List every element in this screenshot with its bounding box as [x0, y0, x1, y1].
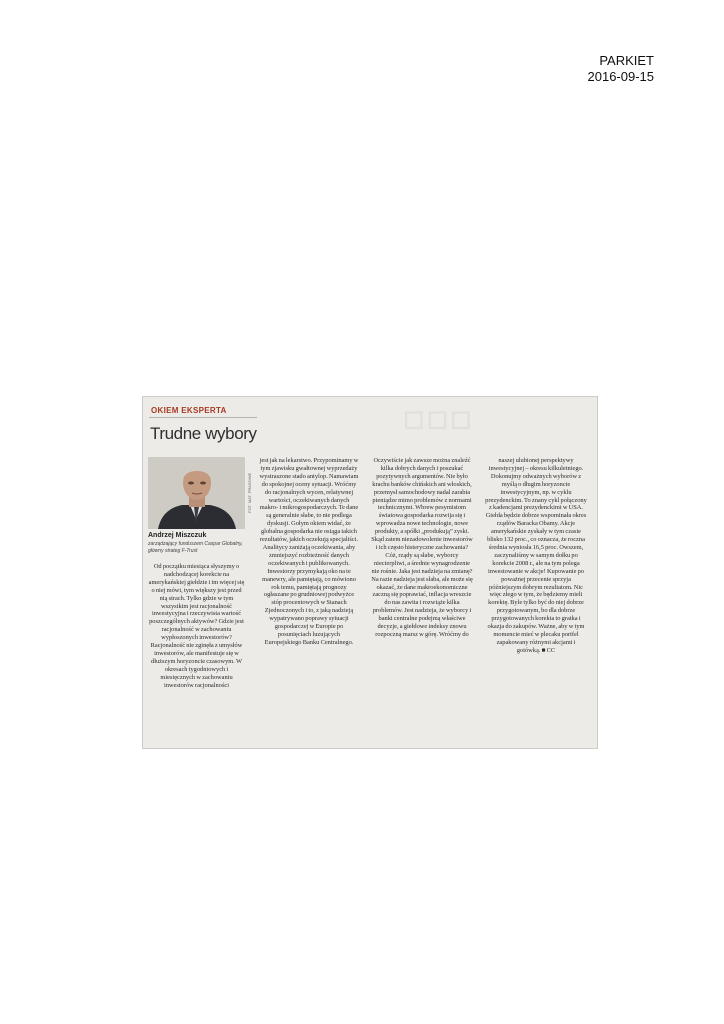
column-3-paragraph-2: Skąd zatem niezadowolenie inwestorów i ich często histeryczne zachowania? Cóż, rządy są słabe, wyborcy niecierpliwi, a średnie wynagrodzenie nie rośnie. Jaka jest nadzieja na zmianę? Na razie nadzieja jest słaba, ale może się okazać, że dane makroekonomiczne zaczną się poprawiać, inflacja wreszcie do nas zawita i rozwiąże kilka problemów. Jest nadzieja, że wyborcy i banki centralne podejmą właściwe decyzje, a giełdowe indeksy znowu rozpoczną marsz w górę. Wróćmy do [371, 536, 473, 638]
article-column-2 [259, 457, 359, 647]
kicker-divider [149, 417, 257, 418]
author-description: zarządzający funduszem Caspar Globalny, główny strateg F-Trust [148, 541, 243, 554]
article-column-1 [147, 563, 246, 690]
article-column-4 [485, 457, 587, 655]
document-header [588, 53, 655, 85]
author-photo [148, 457, 245, 529]
author-name: Andrzej Miszczuk [148, 532, 207, 539]
publication-date: 2016-09-15 [587, 69, 654, 84]
article-column-3 [371, 457, 473, 639]
column-4-paragraph-1: naszej ulubionej perspektywy inwestycyjnej – okresu kilkuletniego. Dokonujmy odważnych wyborów z myślą o długim horyzoncie inwestycyjnym, np. w cyklu prezydenckim. To znany cykl połączony z kadencjami prezydenckimi w USA. [485, 457, 587, 512]
section-kicker: OKIEM EKSPERTA [151, 406, 227, 415]
column-4-paragraph-2: Giełda będzie dobrze wspominała okres rządów Baracka Obamy. Akcje amerykańskie zyskały w tym czasie blisko 132 proc., co oznacza, że roczna średnia wyniosła 16,5 proc. Owszem, zaczynaliśmy w samym dołku po korekcie 2008 r., ale na tym polega inwestowanie w akcje! Kupowanie po poważnej przecenie sprzyja późniejszym dobrym rezultatom. Nic więc złego w tym, że będziemy mieli korektę. Byle tylko być do niej dobrze przygotowanym, bo dla dobrze przygotowanych korekta to gratka i okazja do zakupów. Ważne, aby w tym momencie mieć w plecaku portfel zapakowany różnymi akcjami i gotówką. ■ CC [485, 512, 587, 654]
background-watermark: ◻◻◻ [403, 403, 474, 433]
publication-name: PARKIET [599, 53, 654, 68]
column-1-paragraph-1: Od początku miesiąca słyszymy o nadchodzącej korekcie na amerykańskiej giełdzie i im więcej się o niej mówi, tym większy jest przed nią strach. Tylko gdzie w tym wszystkim jest racjonalność inwestycyjna i rzeczywista wartość poszczególnych aktywów? Gdzie jest racjonalność w zachowaniu wypłoszonych inwestorów? [148, 563, 245, 642]
column-2-paragraph-1: jest jak na lekarstwo. Przypominamy w tym zjawisku gwałtownej wyprzedaży wystraszone stado antylop. Namawiam do spokojnej oceny sytuacji. Wróćmy do racjonalnych wycen, relatywnej wartości, oczekiwanych danych makro- i mikrogospodarczych. Te dane są generalnie słabe, to nie podlega dyskusji. Gołym okiem widać, że globalna gospodarka nie osiąga takich rezultatów, jakich oczekują specjaliści. Analitycy zaniżają oczekiwania, aby zmniejszyć rozbieżność danych oczekiwanych i publikowanych. Inwestorzy przymykają oko na te manewry, ale pamiętają, co mówiono rok temu, pamiętają prognozy ogłaszane po grudniowej podwyżce stóp procentowych w Stanach Zjednoczonych i to, z jaką nadzieją wypatrywano poprawy sytuacji gospodarczej w Europie po posunięciach luzujących Europejskiego Banku Centralnego. [259, 457, 359, 646]
newspaper-clipping [142, 396, 598, 749]
column-1-paragraph-2: Racjonalność nie zginęła z umysłów inwestorów, ale manifestuje się w dłuższym horyzoncie czasowym. W okresach tygodniowych i miesięcznych w zachowaniu inwestorów racjonalności [150, 642, 243, 689]
column-3-paragraph-1: Oczywiście jak zawsze można znaleźć kilka dobrych danych i poszukać pozytywnych argumentów. Nie było krachu banków chińskich ani włoskich, przemysł samochodowy nadal zarabia pieniądze mimo problemów z normami technicznymi. Wbrew pesymistom światowa gospodarka rozwija się i wprowadza nowe technologie, nowe produkty, a spółki „produkują” zyski. [372, 457, 472, 536]
photo-credit: FOT. MAT. PRASOWE [247, 472, 252, 514]
article-title: Trudne wybory [150, 424, 257, 443]
